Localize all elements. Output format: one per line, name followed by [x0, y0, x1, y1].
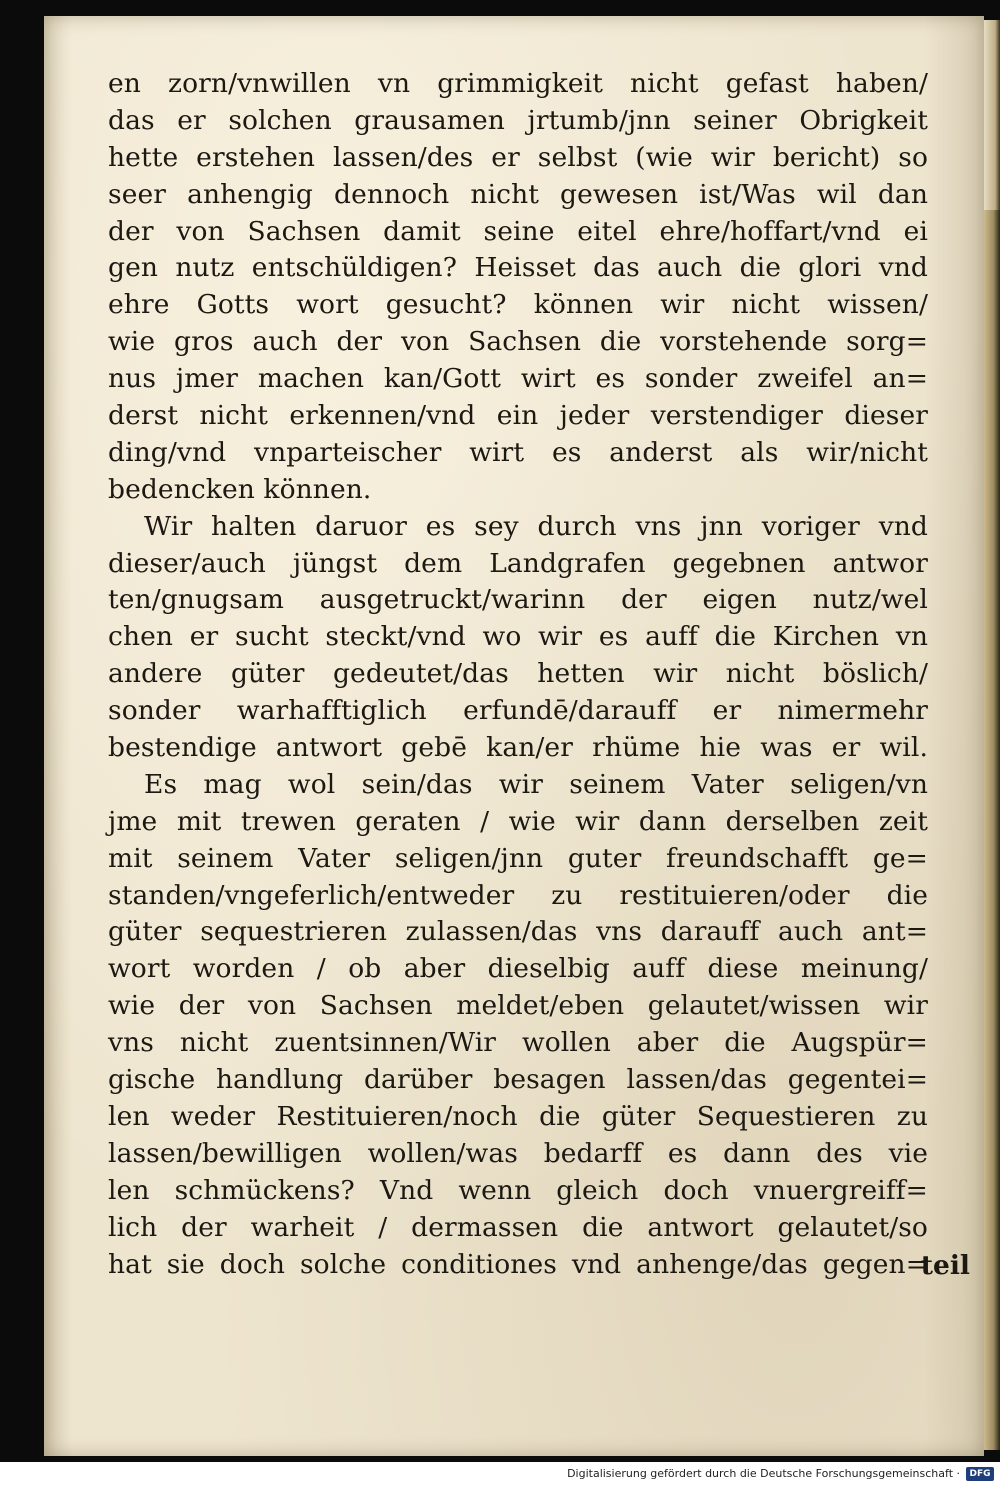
- text-line: bedencken können.: [108, 473, 372, 505]
- text-line: mit seinem Vater seligen/jnn guter freundschafft ge=: [108, 842, 928, 874]
- funding-credit: Digitalisierung gefördert durch die Deutsche Forschungsgemeinschaft ·: [567, 1467, 960, 1480]
- text-line: ding/vnd vnparteischer wirt es anderst als wir/nicht: [108, 436, 928, 468]
- text-line: bestendige antwort gebē kan/er rhüme hie was er wil.: [108, 732, 928, 764]
- digitization-footer: [0, 1462, 1000, 1487]
- text-line: hette erstehen lassen/des er selbst (wie wir bericht) so: [108, 141, 928, 173]
- paragraph-start-line: Wir halten daruor es sey durch vns jnn voriger vnd: [144, 510, 928, 542]
- dfg-logo: DFG: [966, 1467, 994, 1481]
- text-line: len weder Restituieren/noch die güter Sequestieren zu: [108, 1100, 928, 1132]
- body-text: [108, 66, 928, 1283]
- text-line: das er solchen grausamen jrtumb/jnn seiner Obrigkeit: [108, 104, 928, 136]
- text-line: standen/vngeferlich/entweder zu restituieren/oder die: [108, 879, 928, 911]
- text-line: wie gros auch der von Sachsen die vorstehende sorg=: [108, 326, 928, 358]
- text-line: hat sie doch solche conditiones vnd anhenge/das gegen=: [108, 1248, 928, 1280]
- text-line: chen er sucht steckt/vnd wo wir es auff die Kirchen vn: [108, 621, 928, 653]
- text-line: wie der von Sachsen meldet/eben gelautet/wissen wir: [108, 990, 928, 1022]
- text-line: wort worden / ob aber dieselbig auff diese meinung/: [108, 953, 928, 985]
- text-line: lassen/bewilligen wollen/was bedarff es dann des vie: [108, 1137, 928, 1169]
- text-line: en zorn/vnwillen vn grimmigkeit nicht gefast haben/: [108, 68, 928, 99]
- text-line: güter sequestrieren zulassen/das vns darauff auch ant=: [108, 916, 928, 948]
- text-line: andere güter gedeutet/das hetten wir nicht böslich/: [108, 658, 928, 690]
- page-edge-top: [984, 20, 1000, 210]
- page-edge: [984, 210, 1000, 1450]
- text-line: der von Sachsen damit seine eitel ehre/hoffart/vnd ei: [108, 215, 928, 247]
- text-line: gische handlung darüber besagen lassen/das gegentei=: [108, 1064, 928, 1096]
- text-line: nus jmer machen kan/Gott wirt es sonder zweifel an=: [108, 363, 928, 395]
- catchword: teil: [920, 1250, 970, 1281]
- text-line: seer anhengig dennoch nicht gewesen ist/Was wil dan: [108, 178, 928, 210]
- text-line: ten/gnugsam ausgetruckt/warinn der eigen nutz/wel: [108, 584, 928, 616]
- paragraph-start-line: Es mag wol sein/das wir seinem Vater seligen/vn: [144, 768, 928, 800]
- text-line: derst nicht erkennen/vnd ein jeder verstendiger dieser: [108, 400, 928, 432]
- text-line: dieser/auch jüngst dem Landgrafen gegebnen antwor: [108, 547, 928, 579]
- text-line: jme mit trewen geraten / wie wir dann derselben zeit: [108, 805, 928, 837]
- text-line: vns nicht zuentsinnen/Wir wollen aber die Augspür=: [108, 1027, 928, 1059]
- text-line: lich der warheit / dermassen die antwort gelautet/so: [108, 1211, 928, 1243]
- text-line: sonder warhafftiglich erfundē/darauff er nimermehr: [108, 695, 928, 727]
- text-line: ehre Gotts wort gesucht? können wir nicht wissen/: [108, 289, 928, 321]
- text-line: gen nutz entschüldigen? Heisset das auch die glori vnd: [108, 252, 928, 284]
- text-line: len schmückens? Vnd wenn gleich doch vnuergreiff=: [108, 1174, 928, 1206]
